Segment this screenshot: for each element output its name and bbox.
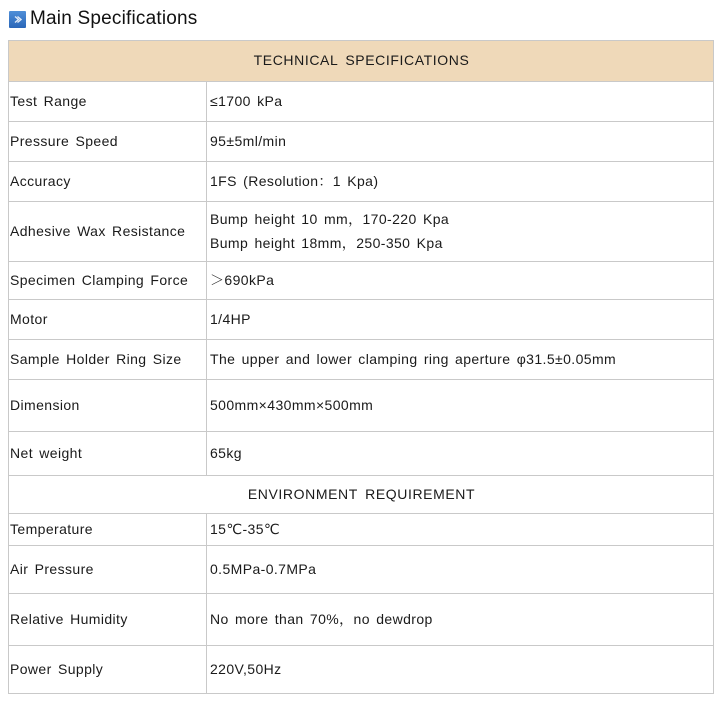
spec-label: Power Supply	[9, 646, 207, 694]
spec-value-line: Bump height 18mm，250-350 Kpa	[210, 234, 443, 251]
technical-specifications-header: TECHNICAL SPECIFICATIONS	[9, 41, 714, 82]
spec-value	[207, 202, 714, 262]
spec-label: Sample Holder Ring Size	[9, 340, 207, 380]
table-row	[9, 82, 714, 122]
spec-value: 220V,50Hz	[207, 646, 714, 694]
spec-value: 0.5MPa-0.7MPa	[207, 546, 714, 594]
spec-value: 15℃-35℃	[207, 514, 714, 546]
spec-label: Adhesive Wax Resistance	[9, 202, 207, 262]
environment-header-row	[9, 476, 714, 514]
table-row	[9, 646, 714, 694]
spec-value: No more than 70%，no dewdrop	[207, 594, 714, 646]
spec-value-line: Bump height 10 mm，170-220 Kpa	[210, 211, 450, 227]
technical-header-row	[9, 41, 714, 82]
specifications-table	[8, 40, 714, 694]
table-row	[9, 546, 714, 594]
spec-value: 65kg	[207, 432, 714, 476]
spec-value: 1FS (Resolution：1 Kpa)	[207, 162, 714, 202]
environment-requirement-header: ENVIRONMENT REQUIREMENT	[9, 476, 714, 514]
spec-label: Temperature	[9, 514, 207, 546]
spec-value: ≤1700 kPa	[207, 82, 714, 122]
section-heading	[9, 6, 198, 32]
page-title: Main Specifications	[30, 8, 198, 29]
spec-value: 1/4HP	[207, 300, 714, 340]
table-row	[9, 300, 714, 340]
table-row	[9, 262, 714, 300]
table-row	[9, 162, 714, 202]
table-row	[9, 202, 714, 262]
spec-label: Test Range	[9, 82, 207, 122]
spec-label: Specimen Clamping Force	[9, 262, 207, 300]
spec-label: Net weight	[9, 432, 207, 476]
spec-value: 95±5ml/min	[207, 122, 714, 162]
spec-value: ＞690kPa	[207, 262, 714, 300]
table-row	[9, 380, 714, 432]
spec-label: Accuracy	[9, 162, 207, 202]
table-row	[9, 340, 714, 380]
spec-label: Pressure Speed	[9, 122, 207, 162]
table-row	[9, 514, 714, 546]
arrow-right-icon	[9, 11, 26, 28]
table-row	[9, 122, 714, 162]
table-row	[9, 594, 714, 646]
spec-label: Relative Humidity	[9, 594, 207, 646]
spec-label: Air Pressure	[9, 546, 207, 594]
spec-label: Motor	[9, 300, 207, 340]
spec-value: 500mm×430mm×500mm	[207, 380, 714, 432]
spec-label: Dimension	[9, 380, 207, 432]
spec-value: The upper and lower clamping ring aperture φ31.5±0.05mm	[207, 340, 714, 380]
table-row	[9, 432, 714, 476]
